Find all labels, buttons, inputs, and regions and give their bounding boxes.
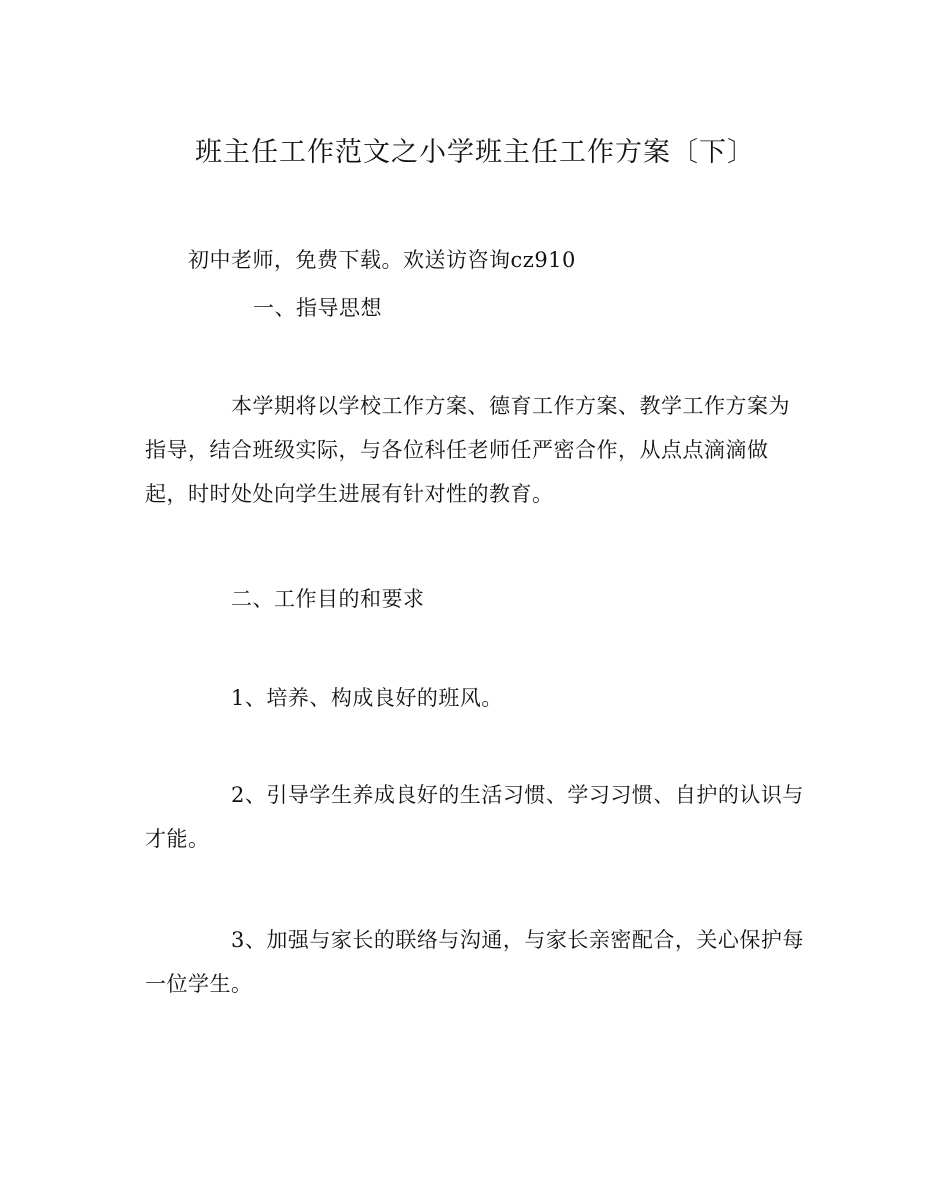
document-title: 班主任工作范文之小学班主任工作方案〔下〕 [195,137,755,168]
section2-heading: 二、工作目的和要求 [231,587,425,611]
list-item-2: 2、引导学生养成良好的生活习惯、学习习惯、自护的认识与才能。 [145,783,804,851]
section1-body: 本学期将以学校工作方案、德育工作方案、教学工作方案为指导，结合班级实际，与各位科任老师任严密合作，从点点滴滴做起，时时处处向学生进展有针对性的教育。 [145,394,790,506]
list-item-3: 3、加强与家长的联络与沟通，与家长亲密配合，关心保护每一位学生。 [145,928,804,996]
intro-line: 初中老师，免费下载。欢送访咨询cz910 [188,248,576,272]
section1-heading: 一、指导思想 [253,296,382,320]
list-item-1: 1、培养、构成良好的班风。 [231,686,503,710]
